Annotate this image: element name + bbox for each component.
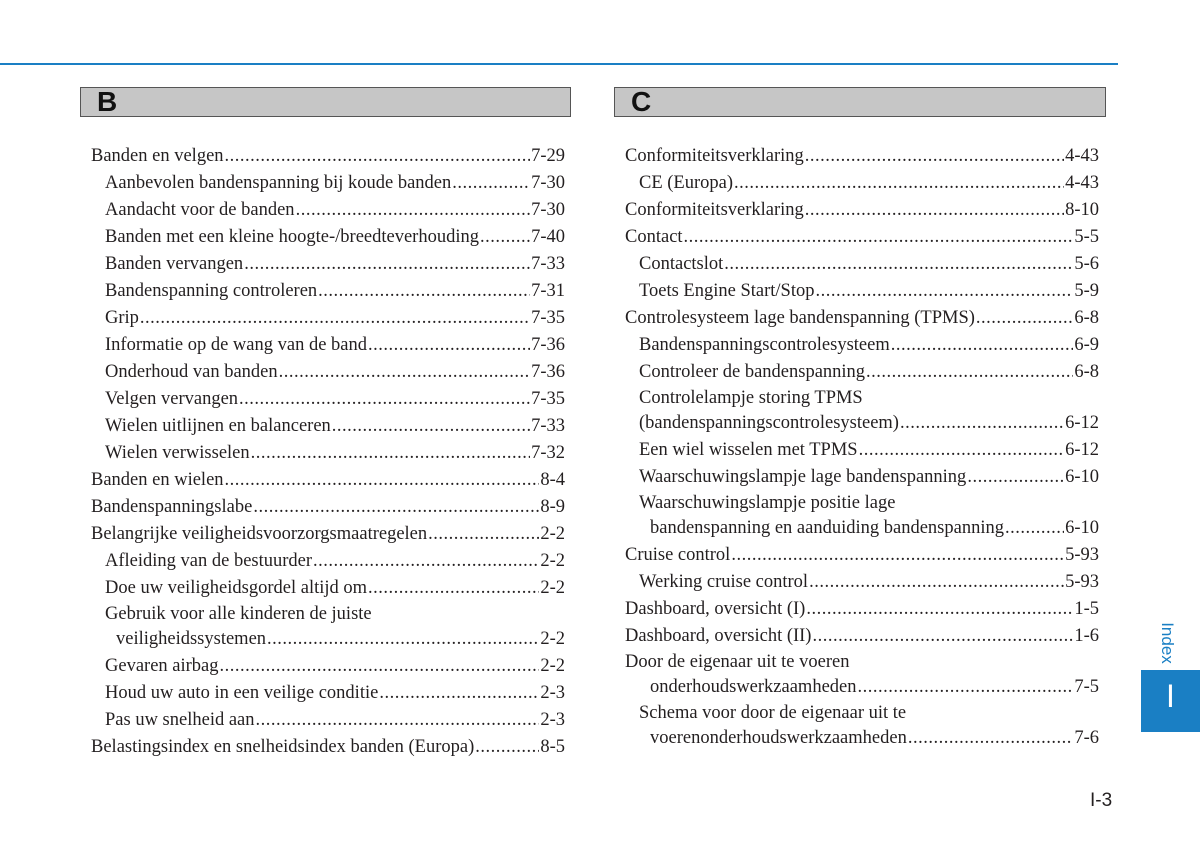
index-entry-page: 5-5 bbox=[1074, 227, 1099, 247]
dot-leader bbox=[891, 332, 1074, 359]
index-entry bbox=[625, 305, 1099, 332]
side-index-letter: I bbox=[1166, 678, 1175, 714]
index-entry-page: 4-43 bbox=[1065, 173, 1099, 193]
index-entry-text: Aandacht voor de banden bbox=[105, 200, 295, 220]
dot-leader bbox=[279, 359, 530, 386]
dot-leader bbox=[332, 413, 530, 440]
index-entry bbox=[91, 224, 565, 251]
index-entry bbox=[91, 359, 565, 386]
index-entry bbox=[91, 143, 565, 170]
index-entry-text: Schema voor door de eigenaar uit te bbox=[639, 703, 907, 723]
dot-leader bbox=[858, 674, 1074, 701]
dot-leader bbox=[815, 278, 1073, 305]
dot-leader bbox=[225, 467, 540, 494]
index-entry bbox=[91, 707, 565, 734]
dot-leader bbox=[976, 305, 1073, 332]
index-entry-page: 5-93 bbox=[1065, 545, 1099, 565]
index-entry bbox=[625, 170, 1099, 197]
index-entry-text: Cruise control bbox=[625, 545, 731, 565]
dot-leader bbox=[908, 725, 1073, 752]
index-entry-text: Dashboard, oversicht (II) bbox=[625, 626, 812, 646]
dot-leader bbox=[140, 305, 530, 332]
index-entry-text: Conformiteitsverklaring bbox=[625, 200, 804, 220]
index-entry bbox=[91, 602, 565, 626]
index-entry-text: Contactslot bbox=[639, 254, 724, 274]
index-entry-text: Pas uw snelheid aan bbox=[105, 710, 255, 730]
index-entry-text: Afleiding van de bestuurder bbox=[105, 551, 313, 571]
index-entry bbox=[91, 494, 565, 521]
section-letter-b: B bbox=[97, 86, 118, 117]
index-entry bbox=[625, 596, 1099, 623]
dot-leader bbox=[812, 623, 1073, 650]
index-entry bbox=[625, 410, 1099, 437]
index-entry-page: 4-43 bbox=[1065, 146, 1099, 166]
index-entry bbox=[625, 623, 1099, 650]
index-entry bbox=[625, 674, 1099, 701]
index-entry-text: Wielen verwisselen bbox=[105, 443, 250, 463]
index-entry bbox=[625, 224, 1099, 251]
index-entry-page: 8-5 bbox=[540, 737, 565, 757]
section-header-c bbox=[614, 87, 1106, 117]
index-entry bbox=[91, 332, 565, 359]
index-entry-page: 7-40 bbox=[531, 227, 565, 247]
index-entry bbox=[625, 197, 1099, 224]
index-entry-text: Banden en wielen bbox=[91, 470, 224, 490]
index-entry-text: Grip bbox=[105, 308, 139, 328]
index-entry-text: Controlesysteem lage bandenspanning (TPMS) bbox=[625, 308, 975, 328]
index-entry bbox=[91, 467, 565, 494]
index-entry-text: Contact bbox=[625, 227, 683, 247]
index-entry bbox=[625, 515, 1099, 542]
dot-leader bbox=[225, 143, 531, 170]
dot-leader bbox=[251, 440, 530, 467]
index-entry-page: 7-6 bbox=[1074, 728, 1099, 748]
side-index-tab[interactable] bbox=[1141, 670, 1200, 732]
dot-leader bbox=[368, 332, 530, 359]
index-entry-text: Waarschuwingslampje positie lage bbox=[639, 493, 896, 513]
index-entry bbox=[625, 542, 1099, 569]
index-entry bbox=[625, 386, 1099, 410]
index-entry-page: 5-6 bbox=[1074, 254, 1099, 274]
index-entry-page: 2-3 bbox=[540, 683, 565, 703]
index-entry-page: 7-30 bbox=[531, 173, 565, 193]
dot-leader bbox=[475, 734, 539, 761]
index-entry-page: 2-2 bbox=[540, 524, 565, 544]
index-entry-text: Wielen uitlijnen en balanceren bbox=[105, 416, 331, 436]
index-entry bbox=[91, 305, 565, 332]
index-entry-page: 6-8 bbox=[1074, 362, 1099, 382]
dot-leader bbox=[1005, 515, 1064, 542]
index-entry-page: 2-2 bbox=[540, 551, 565, 571]
section-header-b bbox=[80, 87, 571, 117]
index-entry bbox=[625, 701, 1099, 725]
index-entry-text: Bandenspanning controleren bbox=[105, 281, 318, 301]
index-entry-text: Banden vervangen bbox=[105, 254, 244, 274]
index-entry-text: Gevaren airbag bbox=[105, 656, 219, 676]
index-entry bbox=[91, 521, 565, 548]
dot-leader bbox=[731, 542, 1064, 569]
index-entry-text: Controlelampje storing TPMS bbox=[639, 388, 863, 408]
index-entry bbox=[91, 734, 565, 761]
index-entry-text: Toets Engine Start/Stop bbox=[639, 281, 815, 301]
dot-leader bbox=[296, 197, 531, 224]
index-entry-page: 7-33 bbox=[531, 254, 565, 274]
index-entry-text: voerenonderhoudswerkzaamheden bbox=[650, 728, 907, 748]
dot-leader bbox=[239, 386, 530, 413]
index-entry-text: Gebruik voor alle kinderen de juiste bbox=[105, 604, 372, 624]
index-entry-page: 6-10 bbox=[1065, 467, 1099, 487]
dot-leader bbox=[452, 170, 530, 197]
index-entry-text: CE (Europa) bbox=[639, 173, 734, 193]
index-entry-text: onderhoudswerkzaamheden bbox=[650, 677, 857, 697]
index-entry-page: 7-36 bbox=[531, 335, 565, 355]
index-entry bbox=[91, 386, 565, 413]
index-entry-text: Houd uw auto in een veilige conditie bbox=[105, 683, 379, 703]
index-entry-page: 2-2 bbox=[540, 656, 565, 676]
index-entry-text: Doe uw veiligheidsgordel altijd om bbox=[105, 578, 368, 598]
index-entry-text: Controleer de bandenspanning bbox=[639, 362, 866, 382]
index-column-right bbox=[625, 143, 1099, 752]
dot-leader bbox=[859, 437, 1065, 464]
dot-leader bbox=[806, 596, 1073, 623]
dot-leader bbox=[967, 464, 1064, 491]
index-entry-text: Dashboard, oversicht (I) bbox=[625, 599, 806, 619]
index-entry-page: 6-12 bbox=[1065, 413, 1099, 433]
index-entry-page: 7-32 bbox=[531, 443, 565, 463]
index-entry bbox=[91, 413, 565, 440]
index-entry-page: 8-10 bbox=[1065, 200, 1099, 220]
index-entry-text: (bandenspanningscontrolesysteem) bbox=[639, 413, 899, 433]
section-letter-c: C bbox=[631, 86, 652, 117]
index-entry-text: Banden met een kleine hoogte-/breedteverhouding bbox=[105, 227, 479, 247]
index-entry-page: 1-6 bbox=[1074, 626, 1099, 646]
index-entry-text: Informatie op de wang van de band bbox=[105, 335, 367, 355]
index-entry-page: 6-9 bbox=[1074, 335, 1099, 355]
side-index-label[interactable] bbox=[1152, 623, 1180, 669]
index-entry-text: Bandenspanningscontrolesysteem bbox=[639, 335, 890, 355]
index-entry bbox=[625, 464, 1099, 491]
side-index-label-text: Index bbox=[1158, 622, 1177, 664]
index-entry bbox=[91, 626, 565, 653]
index-entry-text: Bandenspanningslabe bbox=[91, 497, 253, 517]
index-entry bbox=[91, 278, 565, 305]
dot-leader bbox=[809, 569, 1064, 596]
index-entry-page: 1-5 bbox=[1074, 599, 1099, 619]
index-entry-page: 7-31 bbox=[531, 281, 565, 301]
index-entry-page: 7-33 bbox=[531, 416, 565, 436]
index-entry-page: 6-10 bbox=[1065, 518, 1099, 538]
dot-leader bbox=[428, 521, 539, 548]
dot-leader bbox=[256, 707, 540, 734]
dot-leader bbox=[379, 680, 539, 707]
index-entry bbox=[91, 548, 565, 575]
index-entry-text: Banden en velgen bbox=[91, 146, 224, 166]
dot-leader bbox=[267, 626, 539, 653]
index-entry-text: bandenspanning en aanduiding bandenspanning bbox=[650, 518, 1004, 538]
dot-leader bbox=[684, 224, 1074, 251]
dot-leader bbox=[900, 410, 1064, 437]
index-entry bbox=[625, 725, 1099, 752]
index-entry bbox=[625, 251, 1099, 278]
index-entry-text: Waarschuwingslampje lage bandenspanning bbox=[639, 467, 967, 487]
index-entry-page: 7-36 bbox=[531, 362, 565, 382]
index-entry-text: Door de eigenaar uit te voeren bbox=[625, 652, 850, 672]
top-rule bbox=[0, 63, 1118, 65]
index-entry-page: 2-2 bbox=[540, 578, 565, 598]
dot-leader bbox=[480, 224, 530, 251]
index-entry bbox=[625, 650, 1099, 674]
index-entry-page: 6-12 bbox=[1065, 440, 1099, 460]
index-entry-text: Belangrijke veiligheidsvoorzorgsmaatregelen bbox=[91, 524, 428, 544]
index-entry-page: 7-35 bbox=[531, 308, 565, 328]
index-entry bbox=[91, 197, 565, 224]
index-entry bbox=[625, 143, 1099, 170]
index-entry bbox=[625, 437, 1099, 464]
dot-leader bbox=[313, 548, 539, 575]
dot-leader bbox=[253, 494, 539, 521]
index-entry bbox=[91, 251, 565, 278]
dot-leader bbox=[805, 143, 1064, 170]
index-column-left bbox=[91, 143, 565, 761]
dot-leader bbox=[866, 359, 1073, 386]
dot-leader bbox=[220, 653, 540, 680]
index-entry-page: 8-4 bbox=[540, 470, 565, 490]
index-entry-page: 7-5 bbox=[1074, 677, 1099, 697]
index-entry-page: 5-9 bbox=[1074, 281, 1099, 301]
index-entry-page: 7-30 bbox=[531, 200, 565, 220]
index-entry bbox=[91, 575, 565, 602]
dot-leader bbox=[734, 170, 1064, 197]
index-entry bbox=[91, 440, 565, 467]
index-entry-text: Velgen vervangen bbox=[105, 389, 239, 409]
page-number: I-3 bbox=[1090, 790, 1113, 811]
index-entry bbox=[625, 278, 1099, 305]
index-entry-page: 6-8 bbox=[1074, 308, 1099, 328]
dot-leader bbox=[318, 278, 530, 305]
index-entry bbox=[625, 491, 1099, 515]
index-entry-page: 2-2 bbox=[540, 629, 565, 649]
dot-leader bbox=[244, 251, 530, 278]
index-entry-text: Werking cruise control bbox=[639, 572, 809, 592]
index-entry-page: 7-29 bbox=[531, 146, 565, 166]
index-entry-page: 8-9 bbox=[540, 497, 565, 517]
index-entry-text: Aanbevolen bandenspanning bij koude banden bbox=[105, 173, 452, 193]
dot-leader bbox=[724, 251, 1073, 278]
index-entry bbox=[625, 359, 1099, 386]
index-entry-text: Belastingsindex en snelheidsindex banden (Europa) bbox=[91, 737, 475, 757]
index-entry-page: 5-93 bbox=[1065, 572, 1099, 592]
index-entry-page: 2-3 bbox=[540, 710, 565, 730]
index-entry bbox=[625, 569, 1099, 596]
index-entry-text: Conformiteitsverklaring bbox=[625, 146, 804, 166]
index-entry bbox=[625, 332, 1099, 359]
index-entry bbox=[91, 170, 565, 197]
index-entry-text: veiligheidssystemen bbox=[116, 629, 267, 649]
dot-leader bbox=[368, 575, 539, 602]
index-entry bbox=[91, 653, 565, 680]
index-entry-text: Onderhoud van banden bbox=[105, 362, 278, 382]
index-entry-page: 7-35 bbox=[531, 389, 565, 409]
dot-leader bbox=[805, 197, 1064, 224]
index-entry bbox=[91, 680, 565, 707]
index-entry-text: Een wiel wisselen met TPMS bbox=[639, 440, 858, 460]
